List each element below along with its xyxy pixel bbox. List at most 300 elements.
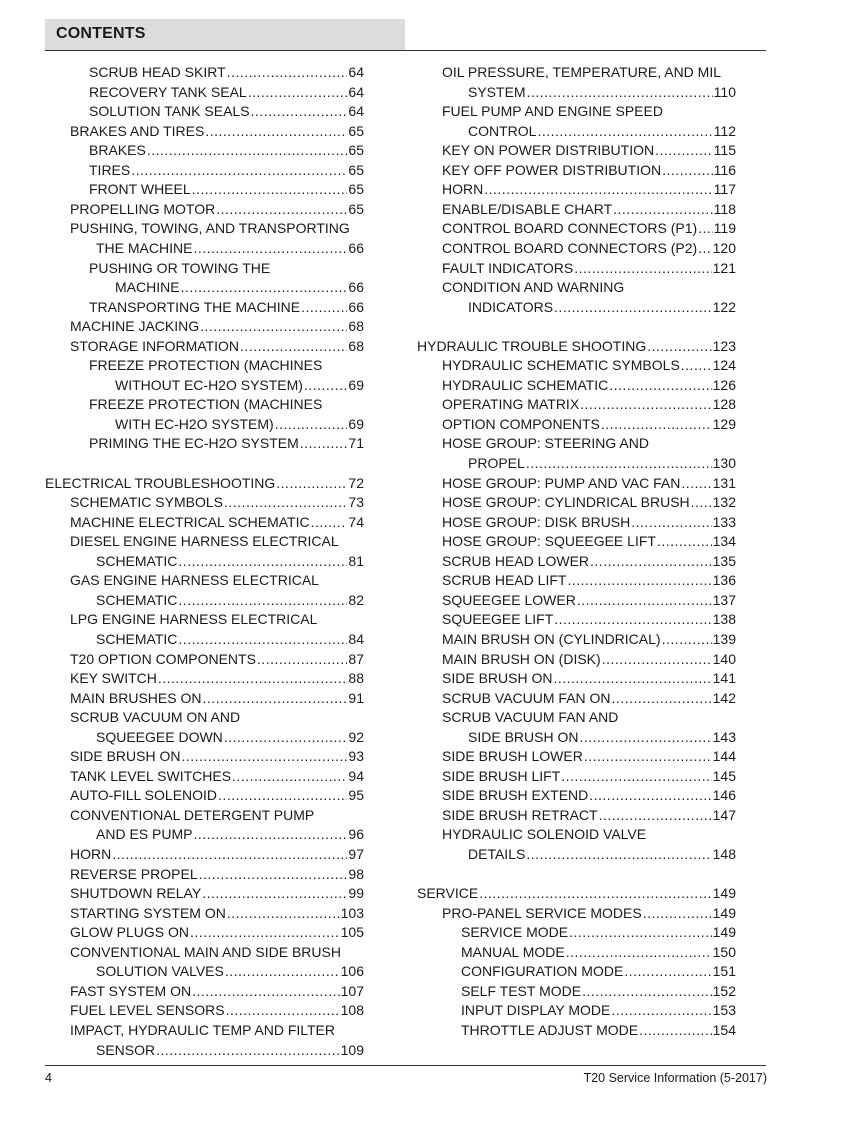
toc-entry-page: 117 — [713, 181, 736, 198]
toc-dot-leader — [579, 728, 711, 746]
toc-entry[interactable] — [45, 474, 364, 492]
toc-dot-leader — [193, 825, 347, 843]
toc-dot-leader — [577, 591, 712, 609]
toc-dot-leader — [612, 689, 712, 707]
toc-entry-title: HOSE GROUP: SQUEEGEE LIFT — [442, 533, 656, 550]
toc-entry-title: INPUT DISPLAY MODE — [461, 1002, 611, 1019]
toc-entry[interactable] — [442, 356, 736, 374]
toc-entry[interactable] — [442, 747, 736, 765]
footer-divider — [45, 1065, 766, 1066]
toc-entry[interactable] — [70, 610, 364, 628]
toc-dot-leader — [158, 669, 348, 687]
toc-entry-title: CONVENTIONAL MAIN AND SIDE BRUSH — [70, 943, 341, 960]
toc-entry[interactable] — [89, 259, 364, 277]
toc-entry[interactable] — [96, 239, 364, 257]
toc-entry-title: SYSTEM — [468, 83, 526, 100]
toc-entry[interactable] — [417, 337, 736, 355]
toc-dot-leader — [311, 513, 348, 531]
toc-entry-title: SCHEMATIC — [96, 552, 178, 569]
toc-entry-page: 149 — [712, 885, 736, 902]
toc-entry-title: PUSHING, TOWING, AND TRANSPORTING — [70, 220, 350, 237]
toc-entry[interactable] — [442, 180, 736, 198]
toc-entry-title: WITH EC-H2O SYSTEM) — [115, 415, 274, 432]
toc-entry-page: 153 — [712, 1002, 736, 1019]
toc-entry[interactable] — [468, 728, 736, 746]
toc-entry[interactable] — [89, 395, 364, 413]
toc-dot-leader — [178, 552, 347, 570]
toc-dot-leader — [554, 298, 712, 316]
toc-entry[interactable] — [70, 200, 364, 218]
toc-entry[interactable] — [442, 610, 736, 628]
toc-entry-title: MAIN BRUSH ON (DISK) — [442, 650, 601, 667]
toc-entry[interactable] — [89, 356, 364, 374]
toc-entry-page: 64 — [348, 64, 364, 80]
toc-entry[interactable] — [70, 982, 364, 1000]
toc-entry-page: 92 — [348, 728, 364, 745]
toc-entry-title: FAST SYSTEM ON — [70, 982, 192, 999]
toc-entry-page: 66 — [348, 279, 364, 296]
toc-entry-title: CONFIGURATION MODE — [461, 963, 624, 980]
toc-entry-title: FREEZE PROTECTION (MACHINES — [89, 357, 323, 374]
toc-entry-page: 110 — [713, 83, 736, 100]
toc-entry-page: 73 — [348, 494, 364, 511]
toc-entry-page: 98 — [348, 865, 364, 882]
toc-entry-title: STORAGE INFORMATION — [70, 337, 240, 354]
toc-entry-title: SIDE BRUSH ON — [468, 728, 579, 745]
toc-dot-leader — [624, 962, 711, 980]
toc-entry-page: 129 — [712, 415, 736, 432]
toc-entry[interactable] — [70, 122, 364, 140]
toc-entry-page: 146 — [712, 787, 736, 804]
toc-entry[interactable] — [89, 141, 364, 159]
toc-dot-leader — [224, 728, 348, 746]
toc-entry[interactable] — [468, 454, 736, 472]
toc-entry-title: HYDRAULIC SCHEMATIC SYMBOLS — [442, 357, 680, 374]
toc-dot-leader — [301, 298, 347, 316]
toc-entry-page: 121 — [712, 259, 736, 276]
toc-entry[interactable] — [89, 83, 364, 101]
toc-entry[interactable] — [442, 630, 736, 648]
toc-entry-title: SCRUB VACUUM FAN ON — [442, 689, 611, 706]
toc-dot-leader — [224, 493, 347, 511]
toc-entry-page: 108 — [340, 1002, 364, 1019]
toc-entry[interactable] — [468, 83, 736, 101]
toc-entry[interactable] — [442, 786, 736, 804]
toc-entry[interactable] — [442, 552, 736, 570]
toc-entry-page: 66 — [348, 298, 364, 315]
toc-entry-page: 72 — [348, 474, 364, 491]
toc-entry-title: HOSE GROUP: STEERING AND — [442, 435, 649, 452]
toc-entry[interactable] — [96, 552, 364, 570]
toc-entry-page: 147 — [712, 806, 736, 823]
toc-entry-page: 68 — [348, 318, 364, 335]
toc-entry-title: MANUAL MODE — [461, 943, 565, 960]
toc-entry-page: 88 — [348, 670, 364, 687]
toc-entry[interactable] — [96, 728, 364, 746]
toc-entry-title: LPG ENGINE HARNESS ELECTRICAL — [70, 611, 318, 628]
toc-entry-page: 150 — [712, 943, 736, 960]
toc-entry[interactable] — [468, 298, 736, 316]
toc-entry-page: 138 — [712, 611, 736, 628]
toc-dot-leader — [251, 102, 348, 120]
toc-entry-title: SENSOR — [96, 1041, 156, 1058]
toc-entry-page: 97 — [348, 846, 364, 862]
toc-dot-leader — [698, 239, 712, 257]
toc-entry[interactable] — [442, 806, 736, 824]
toc-entry-page: 128 — [712, 396, 736, 413]
toc-dot-leader — [227, 63, 348, 81]
toc-entry-title: HOSE GROUP: PUMP AND VAC FAN — [442, 474, 681, 491]
toc-entry-title: MAIN BRUSHES ON — [70, 689, 202, 706]
toc-entry[interactable] — [70, 708, 364, 726]
toc-entry[interactable] — [96, 591, 364, 609]
toc-entry[interactable] — [70, 1001, 364, 1019]
toc-dot-leader — [200, 317, 347, 335]
toc-entry-title: FAULT INDICATORS — [442, 259, 574, 276]
toc-entry-page: 105 — [340, 924, 364, 941]
toc-entry-title: AND ES PUMP — [96, 826, 193, 843]
toc-entry[interactable] — [89, 63, 364, 81]
toc-entry[interactable] — [442, 825, 736, 843]
toc-dot-leader — [655, 141, 713, 159]
toc-dot-leader — [561, 767, 711, 785]
toc-entry-title: CONTROL — [468, 122, 537, 139]
toc-entry-page: 137 — [712, 591, 736, 608]
toc-entry-title: PUSHING OR TOWING THE — [89, 259, 271, 276]
toc-entry-title: SQUEEGEE DOWN — [96, 728, 223, 745]
toc-entry[interactable] — [70, 650, 364, 668]
toc-entry-page: 154 — [712, 1021, 736, 1038]
toc-entry[interactable] — [442, 532, 736, 550]
toc-entry[interactable] — [442, 493, 736, 511]
toc-dot-leader — [199, 865, 348, 883]
toc-entry-page: 115 — [713, 142, 736, 159]
toc-entry-title: SCRUB HEAD LOWER — [442, 552, 590, 569]
toc-entry-title: STARTING SYSTEM ON — [70, 904, 226, 921]
toc-entry-title: RECOVERY TANK SEAL — [89, 83, 247, 100]
toc-entry[interactable] — [70, 767, 364, 785]
toc-entry[interactable] — [70, 669, 364, 687]
toc-entry[interactable] — [70, 747, 364, 765]
toc-entry[interactable] — [442, 259, 736, 277]
toc-entry-page: 149 — [712, 904, 736, 921]
toc-entry[interactable] — [70, 337, 364, 355]
toc-entry[interactable] — [89, 161, 364, 179]
toc-entry[interactable] — [442, 474, 736, 492]
toc-dot-leader — [205, 122, 347, 140]
toc-entry-title: TRANSPORTING THE MACHINE — [89, 298, 301, 315]
toc-entry-page: 65 — [348, 161, 364, 178]
toc-dot-leader — [681, 356, 712, 374]
toc-entry-page: 151 — [712, 963, 736, 980]
toc-entry-page: 84 — [348, 630, 364, 647]
toc-entry[interactable] — [115, 278, 364, 296]
toc-entry-title: MACHINE — [115, 279, 180, 296]
toc-entry-page: 91 — [348, 689, 364, 706]
toc-entry[interactable] — [70, 219, 364, 237]
toc-entry[interactable] — [442, 141, 736, 159]
toc-entry-title: FRONT WHEEL — [89, 181, 191, 198]
toc-entry-title: PRIMING THE EC-H2O SYSTEM — [89, 435, 299, 452]
toc-entry[interactable] — [442, 219, 736, 237]
toc-entry-title: HYDRAULIC TROUBLE SHOOTING — [417, 337, 647, 354]
toc-entry-title: DETAILS — [468, 846, 526, 862]
toc-entry[interactable] — [461, 1021, 736, 1039]
toc-entry[interactable] — [442, 904, 736, 922]
toc-entry-page: 139 — [712, 630, 736, 647]
toc-entry-page: 124 — [712, 357, 736, 374]
toc-entry-title: SERVICE — [417, 885, 479, 902]
toc-entry-page: 118 — [713, 200, 736, 217]
toc-entry[interactable] — [417, 884, 736, 902]
toc-entry-title: OPTION COMPONENTS — [442, 415, 600, 432]
toc-entry[interactable] — [442, 278, 736, 296]
toc-dot-leader — [639, 1021, 712, 1039]
toc-entry-title: FREEZE PROTECTION (MACHINES — [89, 396, 323, 413]
toc-entry[interactable] — [70, 865, 364, 883]
toc-entry-page: 136 — [712, 572, 736, 589]
toc-entry-title: HOSE GROUP: DISK BRUSH — [442, 513, 631, 530]
toc-entry[interactable] — [89, 180, 364, 198]
toc-entry-title: SCRUB VACUUM FAN AND — [442, 709, 619, 726]
toc-entry[interactable] — [96, 1041, 364, 1059]
toc-entry-page: 152 — [712, 982, 736, 999]
toc-entry-page: 68 — [348, 337, 364, 354]
toc-entry-page: 120 — [712, 239, 736, 256]
toc-entry[interactable] — [442, 376, 736, 394]
toc-entry-page: 109 — [340, 1041, 364, 1058]
toc-entry-title: CONTROL BOARD CONNECTORS (P2) — [442, 239, 698, 256]
toc-entry-page: 122 — [712, 298, 736, 315]
toc-dot-leader — [647, 337, 711, 355]
toc-entry-title: FUEL LEVEL SENSORS — [70, 1002, 225, 1019]
toc-entry[interactable] — [442, 415, 736, 433]
toc-entry[interactable] — [442, 708, 736, 726]
toc-entry-title: IMPACT, HYDRAULIC TEMP AND FILTER — [70, 1021, 336, 1038]
toc-dot-leader — [691, 493, 712, 511]
toc-entry-page: 130 — [712, 455, 736, 471]
toc-dot-leader — [248, 83, 348, 101]
toc-entry[interactable] — [96, 825, 364, 843]
toc-entry[interactable] — [115, 415, 364, 433]
toc-entry[interactable] — [70, 317, 364, 335]
toc-entry-page: 144 — [712, 748, 736, 765]
toc-entry-title: THE MACHINE — [96, 239, 193, 256]
toc-entry[interactable] — [70, 532, 364, 550]
toc-entry[interactable] — [442, 689, 736, 707]
toc-entry[interactable] — [442, 434, 736, 452]
toc-entry[interactable] — [70, 493, 364, 511]
toc-entry[interactable] — [70, 786, 364, 804]
toc-entry-page: 119 — [713, 220, 736, 237]
toc-entry-page: 65 — [348, 142, 364, 159]
toc-entry-title: PROPELLING MOTOR — [70, 200, 216, 217]
toc-entry-title: SIDE BRUSH RETRACT — [442, 806, 598, 823]
toc-dot-leader — [192, 180, 348, 198]
toc-entry[interactable] — [89, 434, 364, 452]
toc-entry[interactable] — [70, 845, 364, 863]
toc-entry-page: 126 — [712, 376, 736, 393]
toc-entry[interactable] — [70, 689, 364, 707]
toc-entry-title: SERVICE MODE — [461, 924, 569, 941]
toc-entry-page: 82 — [348, 591, 364, 608]
toc-entry-page: 65 — [348, 122, 364, 139]
toc-entry-title: INDICATORS — [468, 298, 554, 315]
toc-entry-page: 99 — [348, 885, 364, 902]
toc-entry[interactable] — [70, 1021, 364, 1039]
toc-entry[interactable] — [468, 122, 736, 140]
toc-entry[interactable] — [442, 650, 736, 668]
toc-entry[interactable] — [461, 943, 736, 961]
toc-entry-page: 143 — [712, 728, 736, 745]
toc-entry-title: MACHINE ELECTRICAL SCHEMATIC — [70, 513, 310, 530]
toc-dot-leader — [580, 395, 711, 413]
toc-dot-leader — [257, 650, 348, 668]
toc-entry-page: 94 — [348, 767, 364, 784]
toc-entry-title: ENABLE/DISABLE CHART — [442, 200, 613, 217]
toc-entry-page: 64 — [348, 83, 364, 100]
page-number: 4 — [45, 1071, 52, 1085]
toc-entry-title: T20 OPTION COMPONENTS — [70, 650, 256, 667]
toc-entry[interactable] — [442, 513, 736, 531]
toc-entry[interactable] — [442, 395, 736, 413]
toc-entry-title: SCRUB VACUUM ON AND — [70, 709, 241, 726]
toc-entry[interactable] — [442, 200, 736, 218]
toc-dot-leader — [601, 415, 712, 433]
toc-entry-page: 112 — [713, 122, 736, 139]
toc-entry[interactable] — [70, 884, 364, 902]
toc-entry-title: OIL PRESSURE, TEMPERATURE, AND MIL — [442, 64, 722, 80]
toc-entry[interactable] — [70, 943, 364, 961]
toc-entry[interactable] — [461, 982, 736, 1000]
toc-entry-title: SOLUTION TANK SEALS — [89, 103, 250, 120]
toc-entry-title: CONVENTIONAL DETERGENT PUMP — [70, 806, 315, 823]
toc-entry-title: HORN — [442, 181, 484, 198]
toc-dot-leader — [643, 904, 712, 922]
toc-dot-leader — [178, 630, 347, 648]
toc-dot-leader — [526, 845, 711, 863]
toc-entry-page: 66 — [348, 239, 364, 256]
toc-entry[interactable] — [442, 591, 736, 609]
toc-entry[interactable] — [70, 923, 364, 941]
toc-entry-page: 65 — [348, 200, 364, 217]
toc-dot-leader — [582, 982, 712, 1000]
toc-entry-title: SCRUB HEAD SKIRT — [89, 64, 226, 80]
toc-dot-leader — [662, 630, 712, 648]
toc-entry-page: 145 — [712, 767, 736, 784]
toc-entry-title: ELECTRICAL TROUBLESHOOTING — [45, 474, 276, 491]
toc-dot-leader — [216, 200, 347, 218]
toc-entry[interactable] — [442, 161, 736, 179]
toc-entry-title: TANK LEVEL SWITCHES — [70, 767, 232, 784]
toc-dot-leader — [609, 376, 711, 394]
toc-entry[interactable] — [96, 962, 364, 980]
toc-entry[interactable] — [468, 845, 736, 863]
toc-dot-leader — [566, 943, 712, 961]
toc-entry-title: SIDE BRUSH EXTEND — [442, 787, 589, 804]
toc-dot-leader — [599, 806, 712, 824]
toc-dot-leader — [553, 669, 711, 687]
toc-entry-title: TIRES — [89, 161, 131, 178]
toc-entry-page: 106 — [340, 963, 364, 980]
toc-entry-title: MAIN BRUSH ON (CYLINDRICAL) — [442, 630, 661, 647]
toc-entry[interactable] — [70, 904, 364, 922]
toc-dot-leader — [584, 747, 712, 765]
toc-entry[interactable] — [442, 102, 736, 120]
toc-entry-title: CONTROL BOARD CONNECTORS (P1) — [442, 220, 698, 237]
toc-dot-leader — [611, 1001, 711, 1019]
toc-entry-page: 134 — [712, 533, 736, 550]
toc-entry[interactable] — [461, 923, 736, 941]
toc-entry-title: SCRUB HEAD LIFT — [442, 572, 567, 589]
toc-entry-title: SELF TEST MODE — [461, 982, 582, 999]
toc-entry-page: 135 — [712, 552, 736, 569]
toc-entry[interactable] — [442, 767, 736, 785]
toc-entry[interactable] — [70, 806, 364, 824]
toc-entry-title: REVERSE PROPEL — [70, 865, 198, 882]
toc-entry[interactable] — [96, 630, 364, 648]
toc-entry-title: SIDE BRUSH ON — [442, 670, 553, 687]
toc-entry-title: KEY ON POWER DISTRIBUTION — [442, 142, 655, 159]
toc-entry[interactable] — [70, 571, 364, 589]
toc-dot-leader — [202, 884, 347, 902]
toc-dot-leader — [602, 650, 712, 668]
toc-dot-leader — [181, 278, 348, 296]
toc-dot-leader — [190, 923, 340, 941]
toc-entry-title: GLOW PLUGS ON — [70, 924, 190, 941]
toc-entry[interactable] — [461, 962, 736, 980]
toc-entry[interactable] — [442, 571, 736, 589]
toc-entry[interactable] — [89, 102, 364, 120]
toc-entry-title: SCHEMATIC — [96, 591, 178, 608]
toc-entry-page: 123 — [712, 337, 736, 354]
toc-entry-title: WITHOUT EC-H2O SYSTEM) — [115, 376, 303, 393]
toc-entry[interactable] — [115, 376, 364, 394]
toc-entry[interactable] — [442, 63, 736, 81]
toc-entry-title: AUTO-FILL SOLENOID — [70, 787, 218, 804]
toc-dot-leader — [657, 532, 712, 550]
toc-entry-title: HYDRAULIC SCHEMATIC — [442, 376, 609, 393]
toc-entry-page: 65 — [348, 181, 364, 198]
toc-entry-title: BRAKES AND TIRES — [70, 122, 205, 139]
toc-dot-leader — [275, 415, 348, 433]
toc-entry-title: PRO-PANEL SERVICE MODES — [442, 904, 642, 921]
toc-dot-leader — [226, 1001, 340, 1019]
toc-entry-title: HORN — [70, 846, 112, 862]
toc-entry-title: CONDITION AND WARNING — [442, 279, 625, 296]
toc-entry-page: 131 — [712, 474, 736, 491]
toc-dot-leader — [479, 884, 711, 902]
toc-entry-title: GAS ENGINE HARNESS ELECTRICAL — [70, 572, 319, 589]
toc-entry[interactable] — [89, 298, 364, 316]
toc-entry[interactable] — [70, 513, 364, 531]
toc-dot-leader — [131, 161, 347, 179]
toc-entry-title: MACHINE JACKING — [70, 318, 200, 335]
toc-entry[interactable] — [442, 669, 736, 687]
toc-entry[interactable] — [442, 239, 736, 257]
toc-entry-page: 81 — [348, 552, 364, 569]
toc-entry-title: THROTTLE ADJUST MODE — [461, 1021, 639, 1038]
toc-entry-page: 148 — [712, 846, 736, 862]
footer-document-title: T20 Service Information (5-2017) — [583, 1071, 767, 1085]
toc-entry-title: HYDRAULIC SOLENOID VALVE — [442, 826, 647, 843]
toc-entry-page: 69 — [348, 376, 364, 393]
toc-entry[interactable] — [461, 1001, 736, 1019]
toc-dot-leader — [181, 747, 347, 765]
toc-dot-leader — [300, 434, 348, 452]
toc-entry-page: 96 — [348, 826, 364, 843]
toc-entry-page: 93 — [348, 748, 364, 765]
